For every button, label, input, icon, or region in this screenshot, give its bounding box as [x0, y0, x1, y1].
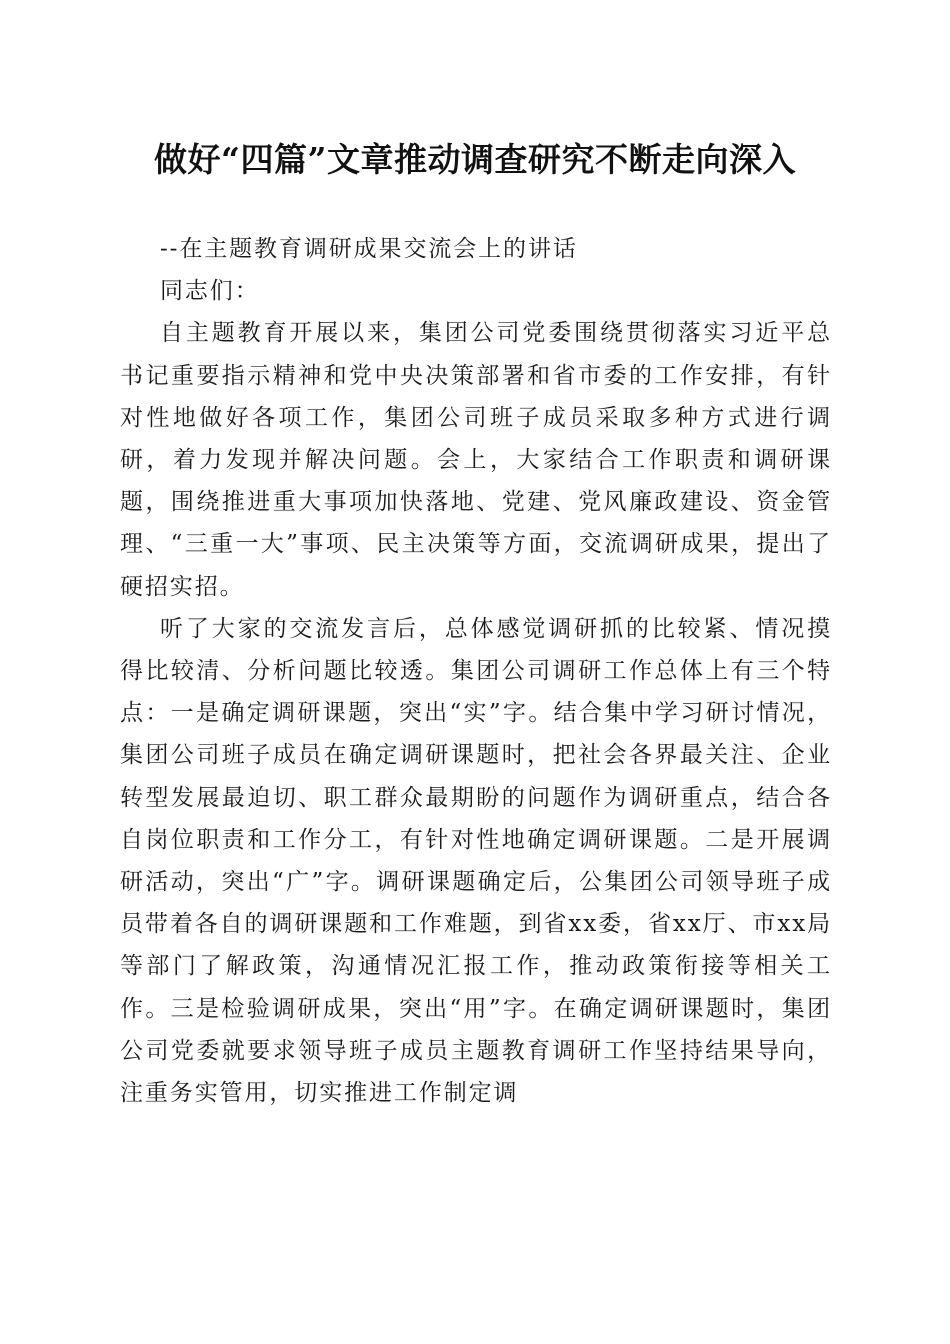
document-subtitle: --在主题教育调研成果交流会上的讲话	[160, 236, 578, 262]
paragraph-2: 听了大家的交流发言后，总体感觉调研抓的比较紧、情况摸得比较清、分析问题比较透。集团公司调研工作总体上有三个特点：一是确定调研课题，突出“实”字。结合集中学习研讨情况，集团公司班子成员在确定调研课题时，把社会各界最关注、企业转型发展最迫切、职工群众最期盼的问题作为调研重点，结合各自岗位职责和工作分工，有针对性地确定调研课题。二是开展调研活动，突出“广”字。调研课题确定后，公集团公司领导班子成员带着各自的调研课题和工作难题，到省xx委，省xx厅、市xx局等部门了解政策，沟通情况汇报工作，推动政策衔接等相关工作。三是检验调研成果，突出“用”字。在确定调研课题时，集团公司党委就要求领导班子成员主题教育调研工作坚持结果导向，注重务实管用，切实推进工作制定调	[120, 615, 832, 1107]
document-body	[120, 228, 832, 1114]
document-title: 做好“四篇”文章推动调查研究不断走向深入	[154, 140, 796, 179]
salutation: 同志们：	[160, 278, 260, 305]
paragraph-1: 自主题教育开展以来，集团公司党委围绕贯彻落实习近平总书记重要指示精神和党中央决策部署和省市委的工作安排，有针对性地做好各项工作，集团公司班子成员采取多种方式进行调研，着力发现并解决问题。会上，大家结合工作职责和调研课题，围绕推进重大事项加快落地、党建、党风廉政建设、资金管理、“三重一大”事项、民主决策等方面，交流调研成果，提出了硬招实招。	[120, 320, 832, 600]
